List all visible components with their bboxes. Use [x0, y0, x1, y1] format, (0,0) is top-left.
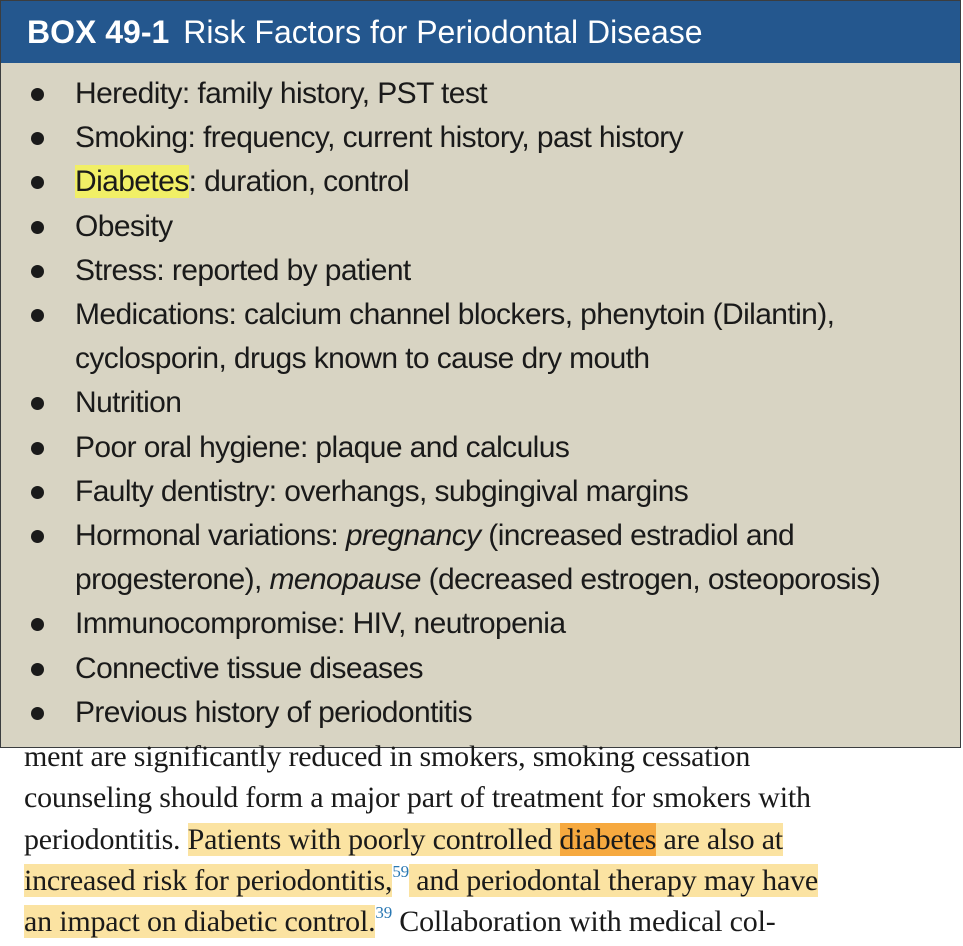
bullet-icon: [31, 530, 44, 543]
text-line: [24, 860, 924, 901]
list-item: [1, 514, 960, 602]
item-text: Connective tissue diseases: [75, 651, 423, 685]
bullet-icon: [31, 707, 44, 720]
bullet-icon: [31, 442, 44, 455]
highlighted-term: Diabetes: [75, 165, 189, 199]
bullet-icon: [31, 309, 44, 322]
list-item: [1, 293, 960, 381]
item-text: Previous history of periodontitis: [75, 695, 473, 729]
bullet-icon: [31, 663, 44, 676]
item-text: Immunocompromise: HIV, neutropenia: [75, 607, 566, 641]
text-line: [24, 819, 924, 860]
list-item: [1, 381, 960, 425]
text-line: ment are significantly reduced in smokers, smoking cessation: [24, 740, 751, 773]
item-emphasis: pregnancy: [345, 519, 481, 553]
item-text: : duration, control: [188, 165, 410, 199]
item-text: Poor oral hygiene: plaque and calculus: [75, 430, 570, 464]
item-text: Nutrition: [75, 386, 182, 420]
highlighted-text: Patients with poorly controlled: [187, 822, 560, 856]
item-text: Hormonal variations:: [75, 519, 346, 553]
highlighted-text: are also at: [656, 822, 783, 856]
reference-link[interactable]: 39: [375, 903, 392, 923]
reference-link[interactable]: 59: [392, 861, 409, 881]
list-item: [1, 205, 960, 249]
bullet-icon: [31, 132, 44, 145]
body-paragraph: [24, 736, 924, 942]
item-text: Medications: calcium channel blockers, phenytoin (Dilantin), cyclosporin, drugs known to cause dry mouth: [75, 298, 835, 376]
bullet-icon: [31, 618, 44, 631]
box-label: BOX 49-1: [27, 13, 170, 50]
bullet-icon: [31, 221, 44, 234]
highlighted-text: increased risk for periodontitis,: [24, 863, 393, 897]
box-title: Risk Factors for Periodontal Disease: [183, 13, 703, 50]
list-item: [1, 249, 960, 293]
text-line: [24, 901, 924, 942]
list-item: [1, 602, 960, 646]
text-run: periodontitis.: [24, 822, 188, 856]
list-item: [1, 160, 960, 204]
highlighted-term: diabetes: [559, 822, 657, 856]
item-text: Stress: reported by patient: [75, 253, 411, 287]
list-item: [1, 72, 960, 116]
highlighted-text: an impact on diabetic control.: [24, 905, 376, 939]
bullet-icon: [31, 397, 44, 410]
bullet-icon: [31, 265, 44, 278]
list-item: [1, 426, 960, 470]
item-text: (increased estradiol and progesterone),: [75, 519, 795, 597]
item-text: Smoking: frequency, current history, past history: [75, 121, 684, 155]
text-line: counseling should form a major part of treatment for smokers with: [24, 781, 811, 815]
item-text: (decreased estrogen, osteoporosis): [420, 563, 881, 597]
item-text: Obesity: [75, 209, 173, 243]
bullet-icon: [31, 176, 44, 189]
risk-factor-list: [1, 72, 960, 735]
highlighted-text: and periodontal therapy may have: [408, 863, 819, 897]
list-item: [1, 470, 960, 514]
bullet-icon: [31, 88, 44, 101]
bullet-icon: [31, 486, 44, 499]
text-run: Collaboration with medical col-: [392, 905, 776, 939]
item-text: Faulty dentistry: overhangs, subgingival margins: [75, 474, 689, 508]
box-header: [1, 1, 960, 63]
item-emphasis: menopause: [269, 563, 421, 597]
item-text: Heredity: family history, PST test: [75, 77, 487, 110]
list-item: [1, 116, 960, 160]
list-item: [1, 691, 960, 735]
list-item: [1, 647, 960, 691]
